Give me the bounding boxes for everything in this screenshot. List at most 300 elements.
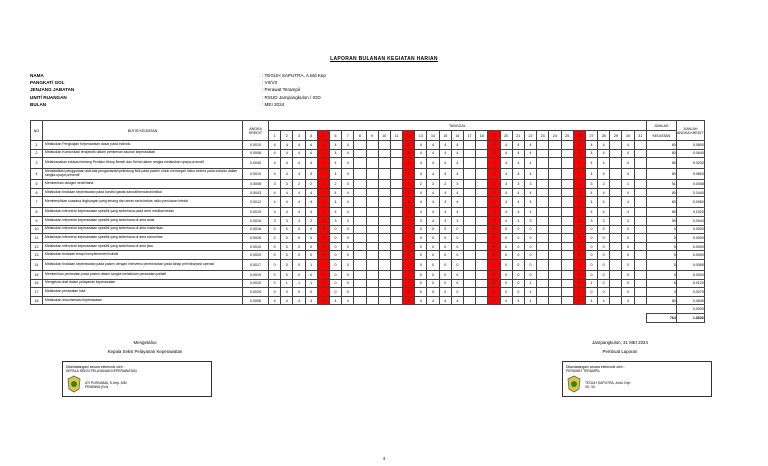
day-count: 4 — [317, 197, 329, 208]
day-count — [610, 149, 622, 158]
day-count — [561, 180, 573, 189]
day-count: 4 — [622, 188, 634, 197]
day-count: 0 — [573, 234, 585, 243]
row-number: 17 — [31, 288, 43, 297]
day-count: 0 — [622, 259, 634, 270]
activity-credit-total: 0.3440 — [676, 188, 704, 197]
day-count: 4 — [269, 169, 281, 180]
day-count: 0 — [488, 225, 500, 234]
day-count: 0 — [403, 251, 415, 260]
day-count — [476, 296, 488, 305]
row-number: 1 — [31, 141, 43, 150]
day-count: 4 — [281, 158, 293, 169]
day-count: 2 — [488, 180, 500, 189]
row-number: 8 — [31, 208, 43, 217]
day-count — [476, 188, 488, 197]
day-count — [390, 188, 402, 197]
activity-total-count: 3 — [646, 288, 676, 297]
row-number: 15 — [31, 270, 43, 279]
day-count: 2 — [305, 180, 317, 189]
row-number: 18 — [31, 296, 43, 305]
row-number: 14 — [31, 259, 43, 270]
day-count: 4 — [622, 149, 634, 158]
day-count — [549, 169, 561, 180]
table-row — [31, 288, 705, 297]
day-count: 4 — [500, 141, 512, 150]
report-title: LAPORAN BULANAN KEGIATAN HARIAN — [330, 56, 438, 62]
day-count: 4 — [305, 208, 317, 217]
day-count — [378, 279, 390, 288]
activity-credit-total: 0.0075 — [676, 288, 704, 297]
activity-credit: 0.0019 — [243, 208, 269, 217]
table-row — [31, 270, 705, 279]
day-count — [634, 158, 646, 169]
day-count: 3 — [293, 216, 305, 225]
day-count — [561, 216, 573, 225]
info-value: : RSUD Jampangkulon / IGD — [262, 94, 321, 100]
day-count: 3 — [342, 216, 354, 225]
day-count: 0 — [329, 270, 341, 279]
day-count: 0 — [500, 288, 512, 297]
day-count: 0 — [622, 279, 634, 288]
day-count: 4 — [329, 208, 341, 217]
day-count: 2 — [305, 216, 317, 225]
right-e-signature-stamp — [562, 361, 712, 397]
day-count: 2 — [317, 288, 329, 297]
activity-credit-total: 0.3200 — [676, 158, 704, 169]
day-count — [464, 270, 476, 279]
day-count: 4 — [488, 169, 500, 180]
day-header: 8 — [354, 131, 366, 141]
day-count — [610, 158, 622, 169]
day-count: 4 — [329, 197, 341, 208]
day-count: 4 — [500, 296, 512, 305]
day-count: 4 — [512, 169, 524, 180]
day-count: 4 — [451, 141, 463, 150]
day-count — [537, 288, 549, 297]
header-credit-total: JUMLAH ANGKA KREDIT — [676, 121, 704, 141]
day-count: 4 — [293, 141, 305, 150]
day-count — [464, 234, 476, 243]
day-count: 4 — [403, 141, 415, 150]
day-count: 4 — [512, 188, 524, 197]
day-count: 4 — [415, 141, 427, 150]
row-number: 7 — [31, 197, 43, 208]
day-count: 4 — [573, 208, 585, 217]
day-count — [354, 296, 366, 305]
day-count: 4 — [317, 169, 329, 180]
day-count — [610, 169, 622, 180]
day-count: 0 — [451, 270, 463, 279]
day-count: 0 — [451, 225, 463, 234]
day-count: 4 — [500, 158, 512, 169]
day-count: 0 — [269, 279, 281, 288]
day-count: 0 — [403, 234, 415, 243]
day-count — [537, 208, 549, 217]
day-count: 0 — [329, 251, 341, 260]
day-count — [354, 288, 366, 297]
day-count: 4 — [329, 169, 341, 180]
day-count: 0 — [342, 279, 354, 288]
day-count: 0 — [524, 259, 536, 270]
day-count: 0 — [269, 259, 281, 270]
day-count: 0 — [329, 225, 341, 234]
day-count — [549, 141, 561, 150]
day-count: 3 — [342, 180, 354, 189]
activity-name: Melakukan perawatan luka — [43, 288, 243, 297]
day-count: 4 — [488, 197, 500, 208]
day-count — [476, 270, 488, 279]
day-count: 0 — [293, 251, 305, 260]
day-count: 0 — [427, 270, 439, 279]
day-count — [610, 225, 622, 234]
day-count: 1 — [293, 279, 305, 288]
day-count: 3 — [329, 216, 341, 225]
day-count: 0 — [305, 251, 317, 260]
day-count: 4 — [598, 169, 610, 180]
day-count: 0 — [488, 279, 500, 288]
activity-credit: 0.0017 — [243, 259, 269, 270]
day-count: 4 — [512, 158, 524, 169]
left-signature — [90, 340, 200, 354]
activity-credit: 0.0019 — [243, 270, 269, 279]
day-count: 0 — [317, 270, 329, 279]
day-count: 0 — [451, 259, 463, 270]
day-count: 4 — [622, 208, 634, 217]
day-count: 1 — [585, 279, 597, 288]
day-count: 0 — [269, 270, 281, 279]
day-count: 0 — [500, 270, 512, 279]
day-count: 3 — [439, 216, 451, 225]
day-count: 4 — [451, 208, 463, 217]
day-count: 0 — [342, 234, 354, 243]
day-count — [634, 270, 646, 279]
activity-name: Melakukan intervensi keperawatan spesifik yang sederhana di area maternitas — [43, 225, 243, 234]
day-count — [378, 197, 390, 208]
day-count: 4 — [500, 188, 512, 197]
day-count: 4 — [293, 188, 305, 197]
day-count: 3 — [281, 180, 293, 189]
day-header: 27 — [585, 131, 597, 141]
day-count — [549, 288, 561, 297]
day-count: 0 — [415, 251, 427, 260]
day-count: 0 — [585, 270, 597, 279]
right-sig-line2: Pembuat Laporan — [602, 349, 638, 354]
activity-total-count: 51 — [646, 180, 676, 189]
day-count: 0 — [439, 234, 451, 243]
day-count — [476, 216, 488, 225]
day-count — [476, 149, 488, 158]
day-count — [549, 188, 561, 197]
day-header: 30 — [622, 131, 634, 141]
day-count: 4 — [415, 188, 427, 197]
day-count: 1 — [524, 279, 536, 288]
day-count: 4 — [598, 188, 610, 197]
day-count: 4 — [403, 169, 415, 180]
day-count — [549, 270, 561, 279]
day-count — [378, 251, 390, 260]
day-count — [634, 216, 646, 225]
day-count: 4 — [439, 169, 451, 180]
day-count: 0 — [293, 242, 305, 251]
day-count: 4 — [427, 197, 439, 208]
day-count — [366, 270, 378, 279]
day-count — [610, 180, 622, 189]
left-sig-line2: Kepala Seksi Pelayanan Keperawatan — [107, 349, 183, 354]
day-count: 0 — [451, 234, 463, 243]
day-count: 0 — [305, 242, 317, 251]
day-count: 0 — [524, 242, 536, 251]
day-count — [634, 288, 646, 297]
table-row — [31, 180, 705, 189]
day-count: 4 — [269, 188, 281, 197]
day-count: 4 — [500, 216, 512, 225]
day-count: 4 — [598, 296, 610, 305]
day-count: 4 — [305, 169, 317, 180]
day-count: 0 — [622, 288, 634, 297]
day-count: 4 — [585, 197, 597, 208]
day-count: 4 — [317, 141, 329, 150]
info-row — [30, 101, 462, 108]
day-header: 18 — [476, 131, 488, 141]
day-count: 0 — [293, 225, 305, 234]
day-count: 0 — [293, 288, 305, 297]
activity-total-count: 80 — [646, 141, 676, 150]
info-label: NAMA — [30, 73, 44, 78]
day-count: 3 — [573, 180, 585, 189]
day-count — [610, 259, 622, 270]
day-count — [390, 242, 402, 251]
day-count — [366, 242, 378, 251]
day-count: 4 — [622, 169, 634, 180]
day-count: 4 — [573, 197, 585, 208]
day-count — [537, 270, 549, 279]
day-count — [561, 270, 573, 279]
day-count: 4 — [403, 158, 415, 169]
day-count: 4 — [524, 158, 536, 169]
table-row — [31, 279, 705, 288]
day-count — [537, 180, 549, 189]
day-count: 0 — [415, 270, 427, 279]
day-count: 0 — [342, 225, 354, 234]
day-header: 23 — [537, 131, 549, 141]
day-count — [561, 279, 573, 288]
day-count: 4 — [305, 141, 317, 150]
day-count: 0 — [305, 270, 317, 279]
day-count: 4 — [342, 141, 354, 150]
day-count: 0 — [427, 251, 439, 260]
day-count: 4 — [585, 141, 597, 150]
day-count — [378, 158, 390, 169]
day-count — [354, 242, 366, 251]
day-count — [610, 242, 622, 251]
day-count — [366, 158, 378, 169]
day-count: 4 — [500, 149, 512, 158]
day-count: 0 — [512, 288, 524, 297]
left-sig-grade: PEMBINA (IV/a — [85, 385, 109, 390]
row-number: 13 — [31, 251, 43, 260]
day-count: 4 — [439, 188, 451, 197]
activity-credit: 0.0043 — [243, 188, 269, 197]
day-count — [354, 197, 366, 208]
day-count: 3 — [585, 216, 597, 225]
day-count: 4 — [293, 296, 305, 305]
day-count — [390, 169, 402, 180]
day-count — [464, 242, 476, 251]
day-count — [464, 208, 476, 217]
day-count: 0 — [500, 225, 512, 234]
day-count: 0 — [427, 225, 439, 234]
day-count: 4 — [281, 296, 293, 305]
day-count — [378, 259, 390, 270]
day-count — [354, 259, 366, 270]
day-count: 0 — [281, 242, 293, 251]
day-count — [610, 197, 622, 208]
day-count — [537, 225, 549, 234]
day-count: 4 — [329, 188, 341, 197]
table-row — [31, 149, 705, 158]
day-count — [464, 197, 476, 208]
day-header: 7 — [342, 131, 354, 141]
day-count: 0 — [281, 288, 293, 297]
day-count — [390, 259, 402, 270]
day-count — [537, 158, 549, 169]
table-row — [31, 141, 705, 150]
activity-name: Melakukan intervensi keperawatan spesifik yang sederhana di area komunitas — [43, 234, 243, 243]
day-count — [476, 234, 488, 243]
day-count: 0 — [439, 270, 451, 279]
day-count: 1 — [281, 279, 293, 288]
day-count — [561, 251, 573, 260]
day-count — [476, 141, 488, 150]
day-count: 4 — [524, 296, 536, 305]
day-count — [390, 251, 402, 260]
day-count: 3 — [598, 216, 610, 225]
day-count: 4 — [317, 208, 329, 217]
day-count: 0 — [269, 251, 281, 260]
info-label: JENJANG JABATAN — [30, 87, 75, 93]
day-count: 4 — [403, 208, 415, 217]
day-count: 0 — [622, 251, 634, 260]
day-count: 0 — [293, 270, 305, 279]
row-number: 3 — [31, 158, 43, 169]
day-count: 0 — [317, 242, 329, 251]
right-stamp-line1: Ditandatangani secara elektronik oleh : — [566, 365, 625, 369]
day-count — [378, 270, 390, 279]
day-count: 3 — [403, 180, 415, 189]
day-count: 0 — [512, 251, 524, 260]
day-count: 4 — [342, 169, 354, 180]
activity-total-count: 80 — [646, 169, 676, 180]
day-count — [354, 225, 366, 234]
day-count: 4 — [342, 197, 354, 208]
day-count: 4 — [573, 158, 585, 169]
day-count: 4 — [427, 188, 439, 197]
day-count — [390, 234, 402, 243]
day-count: 4 — [403, 188, 415, 197]
activity-credit: 0.0008 — [243, 149, 269, 158]
day-count: 0 — [573, 288, 585, 297]
day-count — [464, 251, 476, 260]
info-label: PANGKAT/ GOL — [30, 80, 65, 86]
day-count: 0 — [622, 234, 634, 243]
day-count: 4 — [281, 141, 293, 150]
activity-credit: 0.0018 — [243, 225, 269, 234]
day-count — [549, 158, 561, 169]
grand-total-spacer — [31, 313, 647, 322]
activity-total-count: 80 — [646, 197, 676, 208]
day-header: 3 — [293, 131, 305, 141]
activity-credit: 0.0010 — [243, 169, 269, 180]
day-count: 4 — [342, 149, 354, 158]
day-count — [610, 288, 622, 297]
day-count: 0 — [512, 259, 524, 270]
day-count: 4 — [427, 208, 439, 217]
day-count: 0 — [500, 279, 512, 288]
day-count: 4 — [415, 158, 427, 169]
day-header: 14 — [427, 131, 439, 141]
day-count — [366, 234, 378, 243]
blank-row-total: 0.0000 — [676, 305, 704, 314]
day-count: 4 — [305, 149, 317, 158]
day-count — [610, 234, 622, 243]
day-count: 4 — [488, 158, 500, 169]
day-count: 4 — [427, 158, 439, 169]
day-count: 0 — [427, 279, 439, 288]
day-count: 4 — [439, 149, 451, 158]
info-value: : MEI 2024 — [262, 101, 285, 107]
day-count: 4 — [585, 149, 597, 158]
day-count: 4 — [524, 141, 536, 150]
day-count: 0 — [403, 259, 415, 270]
day-count: 3 — [317, 180, 329, 189]
table-row — [31, 197, 705, 208]
header-date: TANGGAL — [269, 121, 647, 131]
day-count — [366, 180, 378, 189]
activity-name: Melakukan Pengkajian Keperawatan dasar pada individu — [43, 141, 243, 150]
left-stamp-line1: Ditandatangani secara elektronik oleh : — [66, 365, 125, 369]
day-count: 4 — [293, 149, 305, 158]
day-count: 1 — [305, 279, 317, 288]
day-count: 0 — [512, 242, 524, 251]
activity-credit-total: 0.0960 — [676, 197, 704, 208]
day-count — [610, 270, 622, 279]
day-count: 0 — [512, 279, 524, 288]
info-label: UNIT/ RUANGAN — [30, 94, 67, 100]
day-count: 4 — [622, 141, 634, 150]
activity-credit-total: 0.0085 — [676, 259, 704, 270]
day-count — [634, 188, 646, 197]
day-count: 0 — [415, 288, 427, 297]
day-count — [549, 197, 561, 208]
day-count — [366, 141, 378, 150]
day-count: 4 — [451, 149, 463, 158]
day-count: 0 — [439, 279, 451, 288]
day-header: 4 — [305, 131, 317, 141]
day-count: 4 — [427, 169, 439, 180]
day-count: 0 — [500, 234, 512, 243]
day-count: 4 — [512, 296, 524, 305]
day-count — [476, 169, 488, 180]
activity-name: Membersihkan suasana lingkungan yang tenang dan aman serta bebas risiko penularan infeksi — [43, 197, 243, 208]
day-count — [476, 288, 488, 297]
day-count: 0 — [512, 225, 524, 234]
day-count: 4 — [585, 158, 597, 169]
day-count — [378, 180, 390, 189]
day-count: 4 — [317, 158, 329, 169]
day-count: 4 — [451, 197, 463, 208]
day-count: 2 — [329, 180, 341, 189]
